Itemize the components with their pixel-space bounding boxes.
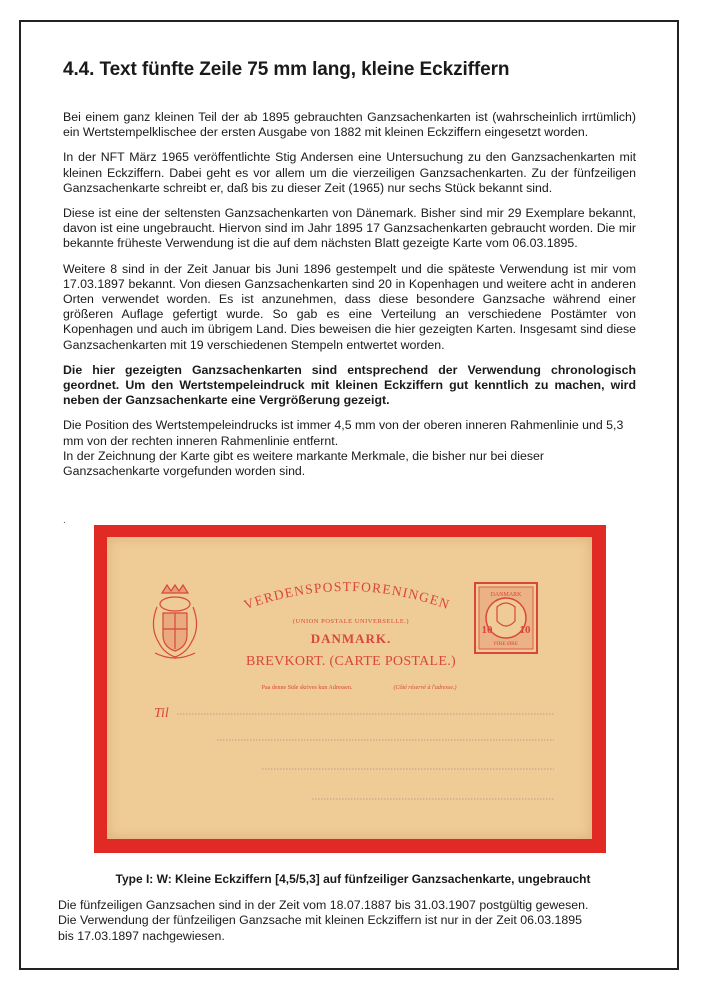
stamp-imprint xyxy=(475,583,537,653)
footer-line-3: bis 17.03.1897 nachgewiesen. xyxy=(58,928,225,943)
card-union-line: (UNION POSTALE UNIVERSELLE.) xyxy=(292,618,410,625)
paragraph-order: Die hier gezeigten Ganzsachenkarten sind entsprechend der Verwendung chronologisch geordnet. Um den Wertstempeleindruck mit kleinen Eckziffern gut kenntlich zu machen, wird neben der Ganzsachenkarte eine Vergrößerung gezeigt. xyxy=(63,362,636,408)
paragraph-nft: In der NFT März 1965 veröffentlichte Stig Andersen eine Untersuchung zu den Ganzsachenkarten mit kleinen Eckziffern. Dabei geht es vor allem um die vierzeiligen Ganzsachenkarten. Zu der fünfzeiligen Ganzsachenkarte schreibt er, daß bis zu dieser Zeit (1965) nur sechs Stück bekannt sind. xyxy=(63,150,636,195)
figure-caption: Type I: W: Kleine Eckziffern [4,5/5,3] auf fünfzeiliger Ganzsachenkarte, ungebraucht xyxy=(115,872,591,886)
coat-of-arms-icon xyxy=(153,585,196,658)
paragraph-intro: Bei einem ganz kleinen Teil der ab 1895 gebrauchten Ganzsachenkarten ist (wahrscheinlich irrtümlich) ein Wertstempelklischee der ersten Ausgabe von 1882 mit kleinen Eckziffern eingesetzt worden. xyxy=(63,110,636,140)
paragraph-rarity: Diese ist eine der seltensten Ganzsachenkarten von Dänemark. Bisher sind mir 29 Exemplare bekannt, davon ist eine ungebraucht. Hiervon sind im Jahr 1895 17 Ganzsachenkarten gebraucht worden. Die mir bekannte früheste Verwendung ist die auf dem nächsten Blatt gezeigte Karte vom 06.03.1895. xyxy=(63,206,636,251)
postcard-mount xyxy=(94,525,606,853)
footer-line-1: Die fünfzeiligen Ganzsachen sind in der Zeit vom 18.07.1887 bis 31.03.1907 postgültig gewesen. xyxy=(58,898,589,912)
address-to-label: Til xyxy=(154,706,169,721)
card-arc-heading: VERDENSPOSTFORENINGEN xyxy=(241,578,453,613)
stamp-bottom-text: FIRE ØRE xyxy=(493,641,519,647)
page-title: 4.4. Text fünfte Zeile 75 mm lang, kleine Eckziffern xyxy=(63,59,510,80)
stamp-value-right: 10 xyxy=(519,624,531,636)
stamp-value-left: 10 xyxy=(481,624,493,636)
paragraph-usage: Weitere 8 sind in der Zeit Januar bis Juni 1896 gestempelt und die späteste Verwendung ist mir vom 17.03.1897 bekannt. Von diesen Ganzsachenkarten sind 20 in Kopenhagen und weitere acht in anderen Orten verwendet worden. Es ist anzunehmen, dass diese besondere Ganzsache während einer größeren Auflage gefertigt wurde. So gab es eine Verteilung an verschiedene Postämter von Kopenhagen und auch im übrigem Land. Dies beweisen die hier gezeigten Karten. Insgesamt sind diese Ganzsachenkarten mit 19 verschiedenen Stempeln entwertet worden. xyxy=(63,261,636,352)
card-address-note: Paa denne Side skrives kun Adressen. xyxy=(261,685,353,691)
body-text xyxy=(63,110,636,479)
stray-mark: . xyxy=(63,515,66,526)
card-country: DANMARK. xyxy=(310,631,392,646)
paragraph-position: Die Position des Wertstempeleindrucks ist immer 4,5 mm von der oberen inneren Rahmenlinie und 5,3 mm von der rechten inneren Rahmenlinie entfernt. xyxy=(63,418,624,448)
footer-line-2: Die Verwendung der fünfzeiligen Ganzsache mit kleinen Eckziffern ist nur in der Zeit 06.03.1895 xyxy=(58,913,582,928)
paragraph-features: In der Zeichnung der Karte gibt es weitere markante Merkmale, die bisher nur bei dieser Ganzsachenkarte vorgefunden worden sind. xyxy=(63,448,544,479)
stamp-top-text: DANMARK xyxy=(490,592,522,598)
footer-text xyxy=(58,898,638,944)
postcard xyxy=(107,537,592,839)
postcard-artwork xyxy=(107,537,592,839)
card-type-line: BREVKORT. (CARTE POSTALE.) xyxy=(245,654,457,669)
card-address-note-fr: (Côté réservé à l'adresse.) xyxy=(393,685,457,691)
